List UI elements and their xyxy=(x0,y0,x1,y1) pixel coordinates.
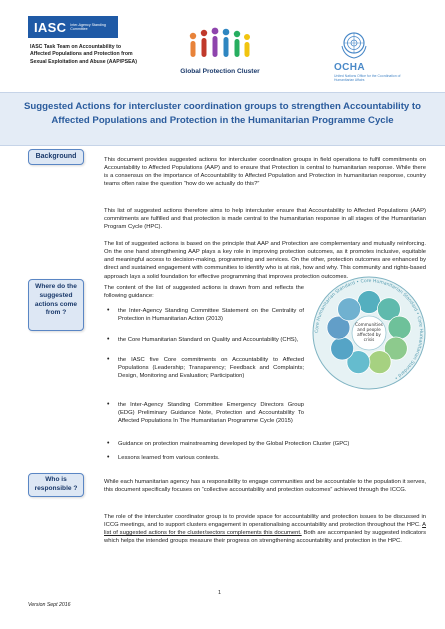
chs-diagram xyxy=(312,276,426,390)
guidance-item-text: • Lessons learned from various contexts. xyxy=(104,454,426,462)
guidance-item-text: • the Inter-Agency Standing Committee Emergency Directors Group (EDG) Preliminary Guidance Note, Protection and Accountability To Affected Populations In The Humanitarian Programme Cycle (2015) xyxy=(104,401,304,425)
iasc-logo-subtext: Inter-Agency Standing Committee xyxy=(70,23,106,31)
commitment-petal xyxy=(338,298,361,321)
gpc-title: Global Protection Cluster xyxy=(180,68,260,75)
guidance-item-text: • the Core Humanitarian Standard on Quality and Accountability (CHS), xyxy=(104,336,304,344)
guidance-list-item xyxy=(104,454,426,462)
guidance-item-text: • the Inter-Agency Standing Committee Statement on the Centrality of Protection in Humanitarian Action (2013) xyxy=(104,307,304,323)
guidance-item-text: • Guidance on protection mainstreaming developed by the Global Protection Cluster (GPC) xyxy=(104,440,426,448)
section-label-background: Background xyxy=(28,149,84,165)
section-label-who: Who is responsible ? xyxy=(28,473,84,497)
commitment-petal xyxy=(358,291,381,314)
who-paragraph-2-start: The role of the intercluster coordinator group is to provide space for accountability and protection issues to be discussed in ICCG meetings, and to support clusters engagement in operationalising accountability and protection throughout the HPC. xyxy=(104,514,426,529)
un-emblem-icon xyxy=(338,28,370,60)
ocha-name: OCHA xyxy=(334,62,366,73)
section-label-where: Where do the suggested actions come from ? xyxy=(28,279,84,331)
task-team-name: IASC Task Team on Accountability to Affected Populations and Protection from Sexual Exploitation and Abuse (AAP/PSEA) xyxy=(30,44,138,65)
guidance-item-text: • the IASC five Core commitments on Accountability to Affected Populations (Leadership; Transparency; Feedback and Complaints; Design, Monitoring and Evaluation; Participation) xyxy=(104,356,304,380)
guidance-list-item xyxy=(104,336,304,344)
who-paragraph-2-end: Both are accompanied by suggested indicators which helps the intended groups measure their progress on strengthening accountability and protection in the HPC. xyxy=(104,530,426,545)
ocha-subtitle: United Nations Office for the Coordination of Humanitarian Affairs xyxy=(334,74,401,83)
iasc-logo xyxy=(28,16,118,38)
guidance-list-item xyxy=(104,440,426,448)
gpc-figures-icon xyxy=(190,28,250,57)
guidance-list-item xyxy=(104,356,304,380)
who-paragraph-1: While each humanitarian agency has a responsibility to engage communities and be accountable to the population it serves, this document specifically focuses on “collective accountability and protection outcomes” achieved through the ICCG. xyxy=(104,479,426,494)
background-paragraph-3: The list of suggested actions is based on the principle that AAP and Protection are complementary and mutually reinforcing. On the one hand strengthening AAP plays a key role in improving protection outcomes, as it promotes inclusive, equitable and meaningful access to decision-making, programming and services. On the other, protection outcomes are enhanced by direct and sustained engagement with communities to identify who is at risk, how and why. This community and rights-based approach lays a solid foundation for effective programming that improves protection outcomes. xyxy=(104,241,426,280)
guidance-list-item xyxy=(104,401,304,425)
who-paragraph-2 xyxy=(104,513,426,546)
who-paragraph-2-underlined: A list of suggested actions for the cluster/sectors complements this document. xyxy=(104,522,426,537)
diagram-center-text: Communities and people affected by crisis xyxy=(355,322,383,342)
guidance-list-item xyxy=(104,307,304,323)
background-paragraph-2: This list of suggested actions therefore aims to help intercluster ensure that Accountability to Affected Populations (AAP) commitments are fulfilled and that protection is made central to the humanitarian response in all stages of the Humanitarian Program Cycle (HPC). xyxy=(104,208,426,231)
commitment-petal xyxy=(368,351,391,374)
background-paragraph-1: This document provides suggested actions for intercluster coordination groups in field operations to fulfil commitments on Accountability to Affected Populations (AAP) and to ensure that Protection is central to humanitarian response. While there is a consensus on the importance of Accountability to Affected Population and Protection in humanitarian response, country teams often raise the question “how do we actually do this?” xyxy=(104,157,426,188)
commitment-petal xyxy=(388,316,411,339)
version-label: Version Sept 2016 xyxy=(28,602,71,608)
commitment-petal xyxy=(331,337,354,360)
page-number: 1 xyxy=(218,590,222,596)
iasc-logo-text: IASC xyxy=(34,19,67,35)
where-intro: The content of the list of suggested actions is drawn from and reflects the following guidance: xyxy=(104,285,304,300)
diagram-ring-text: Core Humanitarian Standard • Core Humanitarian Standard • Core Humanitarian Standard • xyxy=(314,278,424,380)
document-title: Suggested Actions for intercluster coordination groups to strengthen Accountability to Affected Populations and Protection in the Humanitarian Programme Cycle xyxy=(24,101,421,126)
